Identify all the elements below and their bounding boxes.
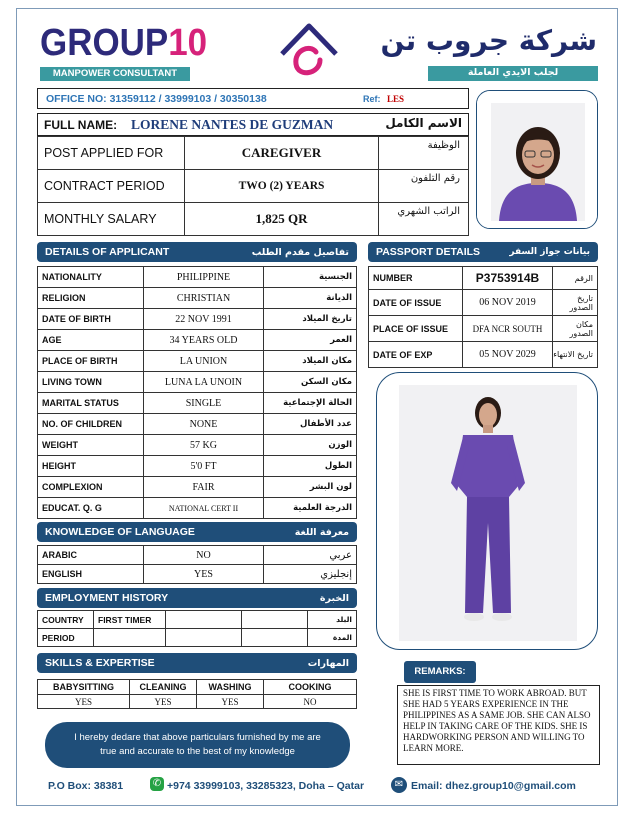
skills-header — [37, 653, 357, 673]
row-value: P3753914B — [463, 267, 553, 290]
language-title-arabic: معرفة اللغة — [294, 526, 349, 538]
row-value: SINGLE — [144, 393, 264, 414]
row-arabic: تاريخ الميلاد — [264, 309, 357, 330]
fullname-label: FULL NAME: — [44, 118, 118, 132]
declaration-box — [45, 722, 350, 768]
employment-table — [37, 610, 357, 647]
table-row — [38, 351, 357, 372]
table-row — [38, 477, 357, 498]
skills-title-arabic: المهارات — [307, 657, 349, 669]
skill-header: BABYSITTING — [38, 680, 130, 695]
row-value: 05 NOV 2029 — [463, 342, 553, 368]
arabic-company-name: شركة جروب تن — [380, 24, 597, 57]
email-icon: ✉ — [391, 777, 407, 793]
row-label: PLACE OF BIRTH — [38, 351, 144, 372]
pobox: P.O Box: 38381 — [48, 780, 124, 792]
fullname-row — [37, 113, 469, 136]
row-arabic: تاريخ الانتهاء — [553, 342, 598, 368]
row-arabic: مكان الصدور — [553, 316, 598, 342]
passport-table — [368, 266, 598, 368]
row-arabic: لون البشر — [264, 477, 357, 498]
email: Email: dhez.group10@gmail.com — [411, 780, 576, 792]
table-row — [38, 372, 357, 393]
details-title: DETAILS OF APPLICANT — [45, 246, 170, 258]
empty-cell — [242, 611, 308, 629]
logo-subtitle: MANPOWER CONSULTANT — [40, 67, 190, 81]
row-label: LIVING TOWN — [38, 372, 144, 393]
skill-value: NO — [264, 695, 357, 709]
skill-header: WASHING — [197, 680, 264, 695]
empty-cell — [166, 629, 242, 647]
table-row — [38, 611, 357, 629]
table-row — [38, 288, 357, 309]
language-title: KNOWLEDGE OF LANGUAGE — [45, 526, 195, 538]
row-arabic: الحالة الإجتماعية — [264, 393, 357, 414]
office-numbers: OFFICE NO: 31359112 / 33999103 / 30350138 — [46, 93, 267, 105]
fullbody-image-icon — [377, 373, 598, 650]
skills-value-row — [38, 695, 357, 709]
company-emblem-icon — [276, 20, 342, 84]
row-label: RELIGION — [38, 288, 144, 309]
row-label: WEIGHT — [38, 435, 144, 456]
row-label: NUMBER — [369, 267, 463, 290]
table-row — [38, 629, 357, 647]
passport-title: PASSPORT DETAILS — [376, 246, 481, 258]
post-row — [38, 137, 469, 170]
skill-value: YES — [130, 695, 197, 709]
row-label: COMPLEXION — [38, 477, 144, 498]
ref-value: LES — [387, 94, 405, 104]
row-value: 5'0 FT — [144, 456, 264, 477]
declaration-line2: true and accurate to the best of my knowledge — [100, 746, 295, 757]
row-value: NONE — [144, 414, 264, 435]
post-label: POST APPLIED FOR — [38, 137, 185, 170]
whatsapp-icon: ✆ — [150, 777, 164, 791]
table-row — [38, 435, 357, 456]
table-row — [38, 414, 357, 435]
row-arabic: الجنسية — [264, 267, 357, 288]
period-arabic: المدة — [308, 629, 357, 647]
arabic-logo-subtitle: لجلب الايدي العاملة — [428, 66, 598, 81]
row-arabic: الرقم — [553, 267, 598, 290]
row-label: PLACE OF ISSUE — [369, 316, 463, 342]
details-title-arabic: تفاصيل مقدم الطلب — [251, 246, 349, 258]
empty-cell — [242, 629, 308, 647]
row-arabic: عدد الأطفال — [264, 414, 357, 435]
table-row — [369, 267, 598, 290]
row-label: ENGLISH — [38, 565, 144, 584]
skill-value: YES — [38, 695, 130, 709]
row-value: PHILIPPINE — [144, 267, 264, 288]
passport-header — [368, 242, 598, 262]
row-value: 22 NOV 1991 — [144, 309, 264, 330]
salary-row — [38, 203, 469, 236]
language-table — [37, 545, 357, 584]
row-value: NO — [144, 546, 264, 565]
row-arabic: الدرجة العلمية — [264, 498, 357, 519]
table-row — [38, 309, 357, 330]
first-timer-value: FIRST TIMER — [94, 611, 166, 629]
phone: +974 33999103, 33285323, Doha – Qatar — [167, 780, 365, 792]
portrait-image-icon — [477, 91, 598, 229]
row-arabic: الطول — [264, 456, 357, 477]
group10-logo: GROUP10 — [40, 22, 208, 64]
contract-row — [38, 170, 469, 203]
table-row — [38, 565, 357, 584]
contract-label: CONTRACT PERIOD — [38, 170, 185, 203]
salary-label: MONTHLY SALARY — [38, 203, 185, 236]
row-label: MARITAL STATUS — [38, 393, 144, 414]
row-label: HEIGHT — [38, 456, 144, 477]
row-label: DATE OF BIRTH — [38, 309, 144, 330]
employment-header — [37, 588, 357, 608]
row-value: 06 NOV 2019 — [463, 290, 553, 316]
table-row — [38, 498, 357, 519]
row-label: DATE OF EXP — [369, 342, 463, 368]
skill-header: COOKING — [264, 680, 357, 695]
portrait-photo — [476, 90, 598, 229]
office-bar — [37, 88, 469, 109]
row-arabic: مكان الميلاد — [264, 351, 357, 372]
skill-header: CLEANING — [130, 680, 197, 695]
language-header — [37, 522, 357, 542]
row-value: FAIR — [144, 477, 264, 498]
table-row — [369, 316, 598, 342]
fullbody-photo — [376, 372, 598, 650]
salary-value: 1,825 QR — [185, 203, 379, 236]
empty-cell — [166, 611, 242, 629]
details-table — [37, 266, 357, 519]
row-arabic: تاريخ الصدور — [553, 290, 598, 316]
passport-title-arabic: بيانات جواز السفر — [509, 247, 590, 257]
row-arabic: العمر — [264, 330, 357, 351]
contract-arabic: رقم التلفون — [379, 170, 469, 203]
employment-title-arabic: الخبرة — [319, 592, 349, 604]
post-value: CAREGIVER — [185, 137, 379, 170]
row-label: AGE — [38, 330, 144, 351]
row-label: EDUCAT. Q. G — [38, 498, 144, 519]
row-value: NATIONAL CERT II — [144, 498, 264, 519]
empty-cell — [94, 629, 166, 647]
skill-value: YES — [197, 695, 264, 709]
row-value: LUNA LA UNOIN — [144, 372, 264, 393]
salary-arabic: الراتب الشهري — [379, 203, 469, 236]
row-arabic: مكان السكن — [264, 372, 357, 393]
row-arabic: الديانة — [264, 288, 357, 309]
contract-value: TWO (2) YEARS — [185, 170, 379, 203]
table-row — [369, 342, 598, 368]
row-arabic: الوزن — [264, 435, 357, 456]
ref-label: Ref: — [363, 94, 381, 104]
table-row — [38, 330, 357, 351]
country-arabic: البلد — [308, 611, 357, 629]
fullname-value: LORENE NANTES DE GUZMAN — [131, 117, 334, 132]
row-label: NO. OF CHILDREN — [38, 414, 144, 435]
table-row — [38, 456, 357, 477]
row-label: ARABIC — [38, 546, 144, 565]
row-value: DFA NCR SOUTH — [463, 316, 553, 342]
row-value: CHRISTIAN — [144, 288, 264, 309]
post-table — [37, 136, 469, 236]
row-arabic: عربي — [264, 546, 357, 565]
row-value: 34 YEARS OLD — [144, 330, 264, 351]
remarks-text: SHE IS FIRST TIME TO WORK ABROAD. BUT SHE HAD 5 YEARS EXPERIENCE IN THE PHILIPPINES AS A SAME JOB. SHE CAN ALSO HELP IN TAKING CARE OF THE KIDS. SHE IS HARDWORKING PERSON AND WILLING TO LEARN MORE. — [397, 685, 600, 765]
row-label: NATIONALITY — [38, 267, 144, 288]
employment-title: EMPLOYMENT HISTORY — [45, 592, 169, 604]
fullname-arabic: الاسم الكامل — [385, 116, 462, 130]
skills-title: SKILLS & EXPERTISE — [45, 657, 155, 669]
declaration-line1: I hereby dedare that above particulars furnished by me are — [74, 732, 321, 743]
row-value: 57 KG — [144, 435, 264, 456]
table-row — [38, 393, 357, 414]
details-header — [37, 242, 357, 262]
row-label: DATE OF ISSUE — [369, 290, 463, 316]
post-arabic: الوظيفة — [379, 137, 469, 170]
skills-table — [37, 679, 357, 709]
country-label: COUNTRY — [38, 611, 94, 629]
period-label: PERIOD — [38, 629, 94, 647]
row-arabic: إنجليزي — [264, 565, 357, 584]
remarks-title: REMARKS: — [404, 661, 476, 683]
table-row — [38, 546, 357, 565]
table-row — [38, 267, 357, 288]
skills-header-row — [38, 680, 357, 695]
row-value: YES — [144, 565, 264, 584]
table-row — [369, 290, 598, 316]
row-value: LA UNION — [144, 351, 264, 372]
